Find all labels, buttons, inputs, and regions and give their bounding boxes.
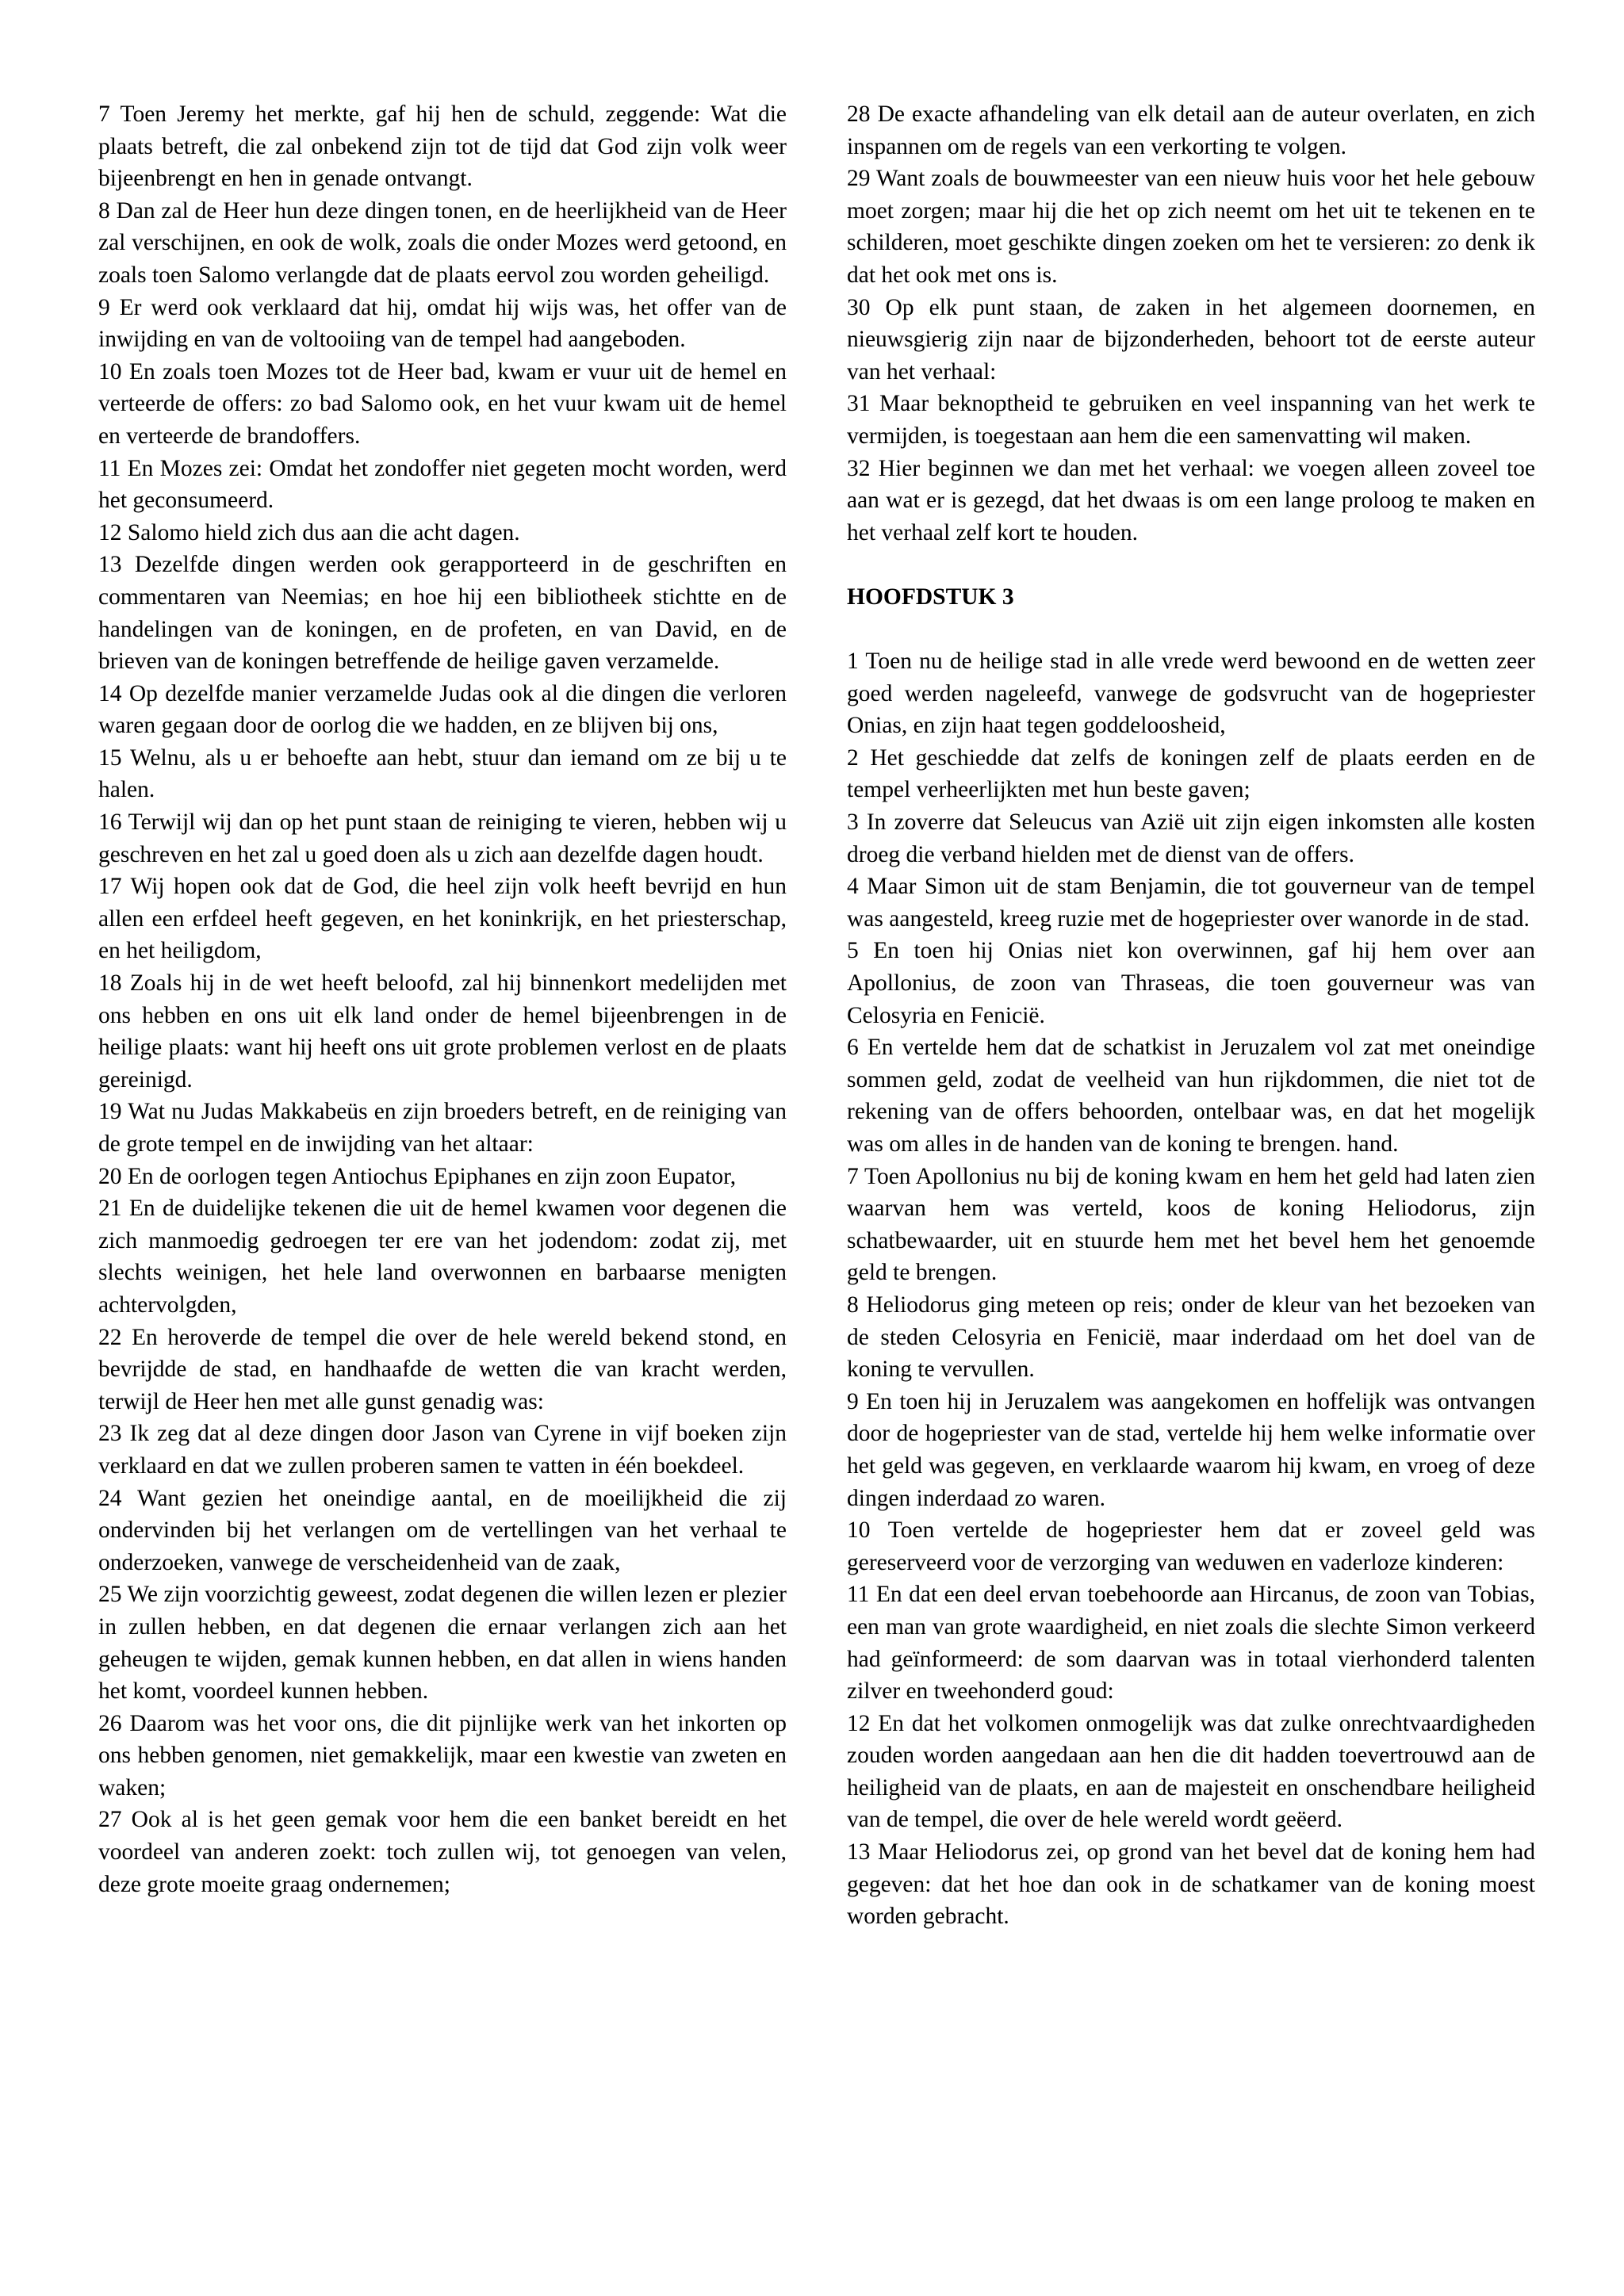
verse: 23 Ik zeg dat al deze dingen door Jason van Cyrene in vijf boeken zijn verklaard en dat we zullen proberen samen te vatten in één boekdeel.: [98, 1421, 787, 1479]
section-spacer: [847, 549, 1535, 581]
verse: 13 Dezelfde dingen werden ook gerapporteerd in de geschriften en commentaren van Neemias; en hoe hij een bibliotheek stichtte en de handelingen van de koningen, en de profeten, en van David, en de brieven van de koningen betreffende de heilige gaven verzamelde.: [98, 552, 787, 675]
left-column: [98, 98, 787, 1900]
verse: 22 En heroverde de tempel die over de hele wereld bekend stond, en bevrijdde de stad, en handhaafde de wetten die van kracht werden, terwijl de Heer hen met alle gunst genadig was:: [98, 1324, 787, 1414]
verse: 25 We zijn voorzichtig geweest, zodat degenen die willen lezen er plezier in zullen hebben, en dat degenen die ernaar verlangen zich aan het geheugen te wijden, gemak kunnen hebben, en dat allen in wiens handen het komt, voordeel kunnen hebben.: [98, 1582, 787, 1705]
verse: 17 Wij hopen ook dat de God, die heel zijn volk heeft bevrijd en hun allen een erfdeel heeft gegeven, en het koninkrijk, en het priesterschap, en het heiligdom,: [98, 874, 787, 964]
verse: 26 Daarom was het voor ons, die dit pijnlijke werk van het inkorten op ons hebben genomen, niet gemakkelijk, maar een kwestie van zweten en waken;: [98, 1710, 787, 1800]
verse: 32 Hier beginnen we dan met het verhaal: we voegen alleen zoveel toe aan wat er is gezegd, dat het dwaas is om een lange proloog te maken en het verhaal zelf kort te houden.: [847, 455, 1535, 545]
verse: 10 Toen vertelde de hogepriester hem dat er zoveel geld was gereserveerd voor de verzorging van weduwen en vaderloze kinderen:: [847, 1517, 1535, 1575]
verse: 19 Wat nu Judas Makkabeüs en zijn broeders betreft, en de reiniging van de grote tempel en de inwijding van het altaar:: [98, 1099, 787, 1157]
verse: 12 En dat het volkomen onmogelijk was dat zulke onrechtvaardigheden zouden worden aangedaan aan hen die dit hadden toevertrouwd aan de heiligheid van de plaats, en aan de majesteit en onschendbare heiligheid van de tempel, die over de hele wereld wordt geëerd.: [847, 1710, 1535, 1833]
verse: 8 Dan zal de Heer hun deze dingen tonen, en de heerlijkheid van de Heer zal verschijnen, en ook de wolk, zoals die onder Mozes werd getoond, en zoals toen Salomo verlangde dat de plaats eervol zou worden geheiligd.: [98, 197, 787, 288]
verse: 9 Er werd ook verklaard dat hij, omdat hij wijs was, het offer van de inwijding en van de voltooiing van de tempel had aangeboden.: [98, 294, 787, 353]
verse: 9 En toen hij in Jeruzalem was aangekomen en hoffelijk was ontvangen door de hogepriester van de stad, vertelde hij hem welke informatie over het geld was gegeven, en verklaarde waarom hij kwam, en vroeg of deze dingen inderdaad zo waren.: [847, 1388, 1535, 1511]
verse: 7 Toen Jeremy het merkte, gaf hij hen de schuld, zeggende: Wat die plaats betreft, die zal onbekend zijn tot de tijd dat God zijn volk weer bijeenbrengt en hen in genade ontvangt.: [98, 101, 787, 192]
verse: 29 Want zoals de bouwmeester van een nieuw huis voor het hele gebouw moet zorgen; maar hij die het op zich neemt om het uit te tekenen en te schilderen, moet geschikte dingen zoeken om het te versieren: zo denk ik dat het ook met ons is.: [847, 166, 1535, 288]
verse: 30 Op elk punt staan, de zaken in het algemeen doornemen, en nieuwsgierig zijn naar de bijzonderheden, behoort tot de eerste auteur van het verhaal:: [847, 294, 1535, 385]
verse: 20 En de oorlogen tegen Antiochus Epiphanes en zijn zoon Eupator,: [98, 1163, 737, 1189]
verse: 14 Op dezelfde manier verzamelde Judas ook al die dingen die verloren waren gegaan door de oorlog die we hadden, en ze blijven bij ons,: [98, 680, 787, 739]
verse: 5 En toen hij Onias niet kon overwinnen, gaf hij hem over aan Apollonius, de zoon van Thraseas, die toen gouverneur was van Celosyria en Fenicië.: [847, 938, 1535, 1028]
verse: 27 Ook al is het geen gemak voor hem die een banket bereidt en het voordeel van anderen zoekt: toch zullen wij, tot genoegen van velen, deze grote moeite graag ondernemen;: [98, 1807, 787, 1897]
verse: 12 Salomo hield zich dus aan die acht dagen.: [98, 519, 520, 545]
verse: 4 Maar Simon uit de stam Benjamin, die tot gouverneur van de tempel was aangesteld, kreeg ruzie met de hogepriester over wanorde in de stad.: [847, 874, 1535, 932]
verse: 2 Het geschiedde dat zelfs de koningen zelf de plaats eerden en de tempel verheerlijkten met hun beste gaven;: [847, 744, 1535, 803]
right-column: [847, 98, 1535, 1933]
verse: 24 Want gezien het oneindige aantal, en de moeilijkheid die zij ondervinden bij het verlangen om de vertellingen van het verhaal te onderzoeken, vanwege de verscheidenheid van de zaak,: [98, 1485, 787, 1575]
verse: 21 En de duidelijke tekenen die uit de hemel kwamen voor degenen die zich manmoedig gedroegen ter ere van het jodendom: zodat zij, met slechts weinigen, het hele land overwonnen en barbaarse menigten achtervolgden,: [98, 1196, 787, 1318]
verse: 8 Heliodorus ging meteen op reis; onder de kleur van het bezoeken van de steden Celosyria en Fenicië, maar inderdaad om het doel van de koning te vervullen.: [847, 1292, 1535, 1383]
verse: 31 Maar beknoptheid te gebruiken en veel inspanning van het werk te vermijden, is toegestaan aan hem die een samenvatting wil maken.: [847, 391, 1535, 449]
verse: 11 En dat een deel ervan toebehoorde aan Hircanus, de zoon van Tobias, een man van grote waardigheid, en niet zoals die slechte Simon verkeerd had geïnformeerd: de som daarvan was in totaal vierhonderd talenten zilver en tweehonderd goud:: [847, 1582, 1535, 1705]
verse: 28 De exacte afhandeling van elk detail aan de auteur overlaten, en zich inspannen om de regels van een verkorting te volgen.: [847, 101, 1535, 159]
verse: 6 En vertelde hem dat de schatkist in Jeruzalem vol zat met oneindige sommen geld, zodat de veelheid van hun rijkdommen, die niet tot de rekening van de offers behoorden, ontelbaar was, en dat het mogelijk was om alles in de handen van de koning te brengen. hand.: [847, 1035, 1535, 1157]
section-spacer: [847, 614, 1535, 646]
chapter-heading: HOOFDSTUK 3: [847, 584, 1014, 610]
verse: 3 In zoverre dat Seleucus van Azië uit zijn eigen inkomsten alle kosten droeg die verband hielden met de dienst van de offers.: [847, 809, 1535, 867]
verse: 1 Toen nu de heilige stad in alle vrede werd bewoond en de wetten zeer goed werden nageleefd, vanwege de godsvrucht van de hogepriester Onias, en zijn haat tegen goddeloosheid,: [847, 649, 1535, 739]
verse: 15 Welnu, als u er behoefte aan hebt, stuur dan iemand om ze bij u te halen.: [98, 744, 787, 803]
verse: 13 Maar Heliodorus zei, op grond van het bevel dat de koning hem had gegeven: dat het hoe dan ook in de schatkamer van de koning moest worden gebracht.: [847, 1839, 1535, 1930]
verse: 7 Toen Apollonius nu bij de koning kwam en hem het geld had laten zien waarvan hem was verteld, koos de koning Heliodorus, zijn schatbewaarder, uit en stuurde hem met het bevel hem het genoemde geld te brengen.: [847, 1163, 1535, 1286]
verse: 10 En zoals toen Mozes tot de Heer bad, kwam er vuur uit de hemel en verteerde de offers: zo bad Salomo ook, en het vuur kwam uit de hemel en verteerde de brandoffers.: [98, 358, 787, 449]
verse: 18 Zoals hij in de wet heeft beloofd, zal hij binnenkort medelijden met ons hebben en ons uit elk land onder de hemel bijeenbrengen in de heilige plaats: want hij heeft ons uit grote problemen verlost en de plaats gereinigd.: [98, 970, 787, 1093]
verse: 16 Terwijl wij dan op het punt staan de reiniging te vieren, hebben wij u geschreven en het zal u goed doen als u zich aan dezelfde dagen houdt.: [98, 809, 787, 867]
verse: 11 En Mozes zei: Omdat het zondoffer niet gegeten mocht worden, werd het geconsumeerd.: [98, 455, 787, 514]
